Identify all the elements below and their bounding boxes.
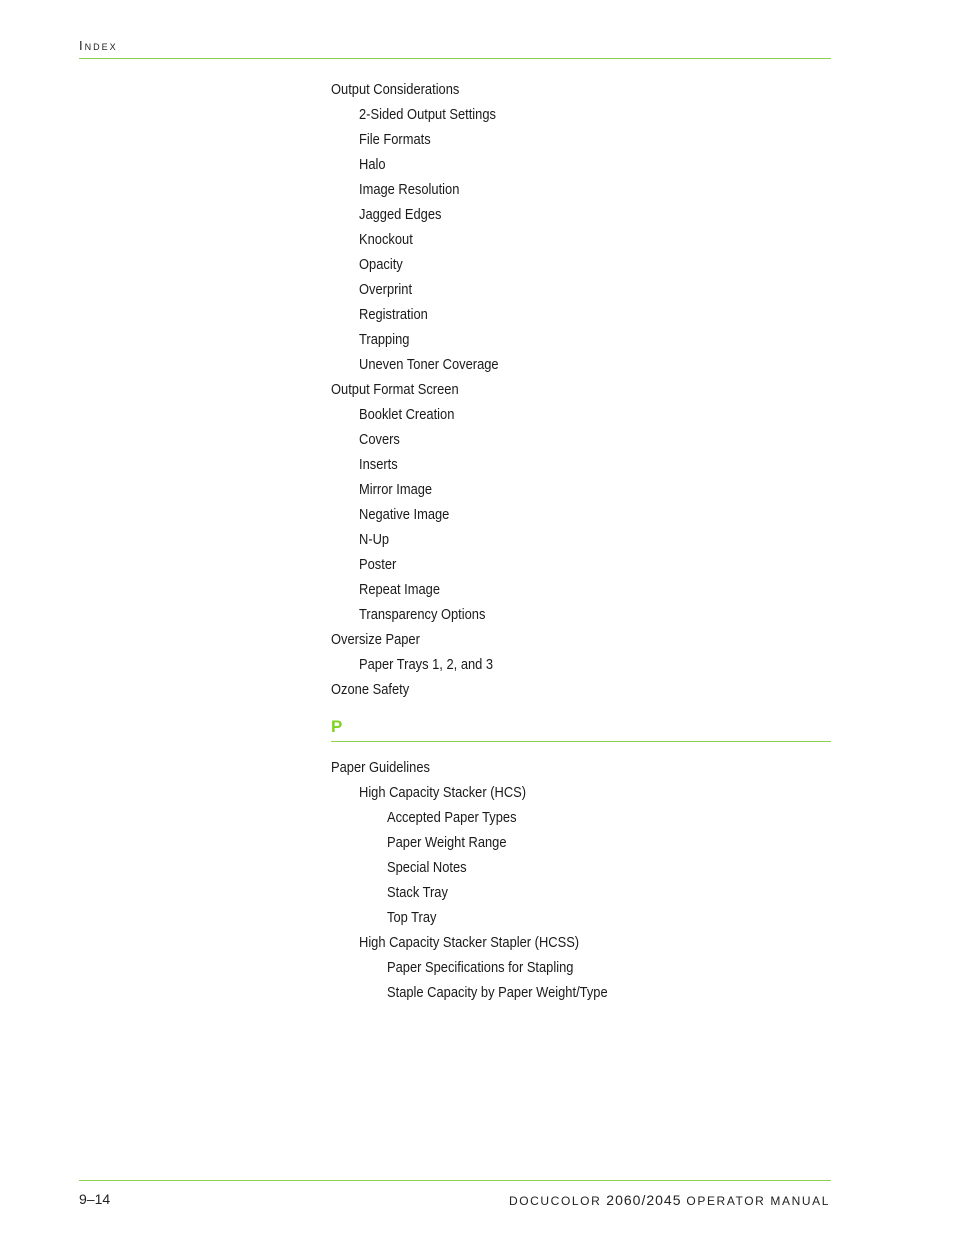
index-entry: High Capacity Stacker (HCS) bbox=[359, 784, 527, 801]
manual-title bbox=[509, 1192, 830, 1208]
index-entry: Staple Capacity by Paper Weight/Type bbox=[387, 984, 608, 1001]
page-header bbox=[79, 38, 831, 59]
footer-divider bbox=[79, 1180, 831, 1181]
manual-model: 2060/2045 bbox=[606, 1192, 682, 1208]
index-entry: Negative Image bbox=[359, 506, 450, 523]
index-entry: Paper Guidelines bbox=[331, 759, 430, 776]
index-entry: Output Considerations bbox=[331, 81, 460, 98]
index-entry: Accepted Paper Types bbox=[387, 809, 517, 826]
index-entry: Opacity bbox=[359, 256, 403, 273]
index-entry: Paper Specifications for Stapling bbox=[387, 959, 574, 976]
header-title: Index bbox=[79, 38, 118, 53]
index-entry: Mirror Image bbox=[359, 481, 433, 498]
section-divider bbox=[331, 741, 831, 742]
index-entry: Booklet Creation bbox=[359, 406, 455, 423]
index-entry: Covers bbox=[359, 431, 400, 448]
index-entry: Image Resolution bbox=[359, 181, 460, 198]
index-entry: Poster bbox=[359, 556, 397, 573]
page-number: 9–14 bbox=[79, 1191, 111, 1207]
index-entry: Stack Tray bbox=[387, 884, 448, 901]
index-entry: Ozone Safety bbox=[331, 681, 410, 698]
index-entry: Repeat Image bbox=[359, 581, 441, 598]
index-entry: N-Up bbox=[359, 531, 390, 548]
index-entry: Paper Weight Range bbox=[387, 834, 507, 851]
index-entry: Oversize Paper bbox=[331, 631, 420, 648]
index-entry: Top Tray bbox=[387, 909, 437, 926]
manual-title-prefix: DOCUCOLOR bbox=[508, 1194, 607, 1208]
index-entry: Output Format Screen bbox=[331, 381, 459, 398]
index-entry: 2-Sided Output Settings bbox=[359, 106, 496, 123]
index-entry: High Capacity Stacker Stapler (HCSS) bbox=[359, 934, 580, 951]
index-entry: Knockout bbox=[359, 231, 413, 248]
section-letter-p: P bbox=[331, 717, 343, 736]
index-entry: Halo bbox=[359, 156, 386, 173]
index-entry: Overprint bbox=[359, 281, 413, 298]
index-entry: Trapping bbox=[359, 331, 410, 348]
index-entry: Uneven Toner Coverage bbox=[359, 356, 499, 373]
index-entry: Transparency Options bbox=[359, 606, 486, 623]
index-entry: Paper Trays 1, 2, and 3 bbox=[359, 656, 494, 673]
manual-title-suffix: OPERATOR MANUAL bbox=[681, 1194, 830, 1208]
index-entry: Inserts bbox=[359, 456, 398, 473]
index-entry: Registration bbox=[359, 306, 428, 323]
index-entry: File Formats bbox=[359, 131, 431, 148]
index-entry: Jagged Edges bbox=[359, 206, 442, 223]
index-entry: Special Notes bbox=[387, 859, 467, 876]
